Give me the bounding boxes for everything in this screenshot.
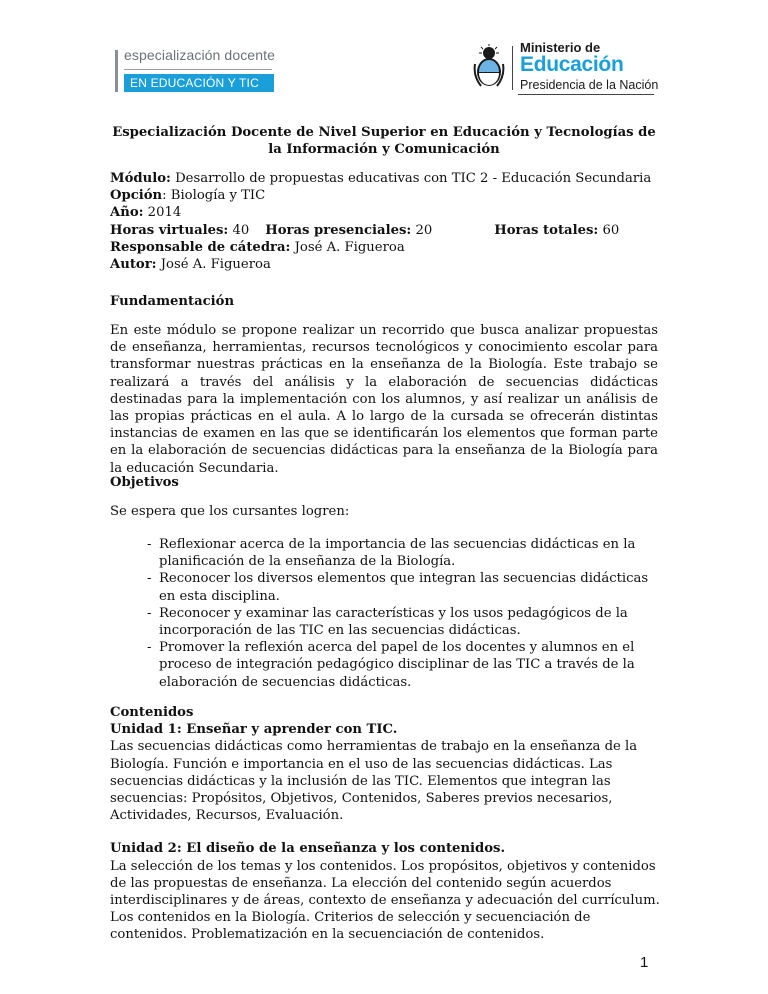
presidencia-label: Presidencia de la Nación (520, 78, 659, 92)
objetivos-list (134, 536, 664, 691)
objetivos-intro: Se espera que los cursantes logren: (110, 504, 350, 519)
logo-line-1: especialización docente (124, 47, 275, 63)
horas-totales-value: 60 (598, 222, 620, 238)
unidad-1-text: Las secuencias didácticas como herramientas de trabajo en la enseñanza de la Biología. Función e importancia en el uso de las secuencias didácticas. Las secuencias didácticas y la inclusión de las TIC. Elementos que integran las secuencias: Propósitos, Objetivos, Contenidos, Saberes previos necesarios, Actividades, Recursos, Evaluación. (110, 739, 638, 824)
horas-totales-label: Horas totales: (494, 222, 599, 238)
responsable-label: Responsable de cátedra: (110, 239, 291, 255)
list-item: - Reconocer los diversos elementos que integran las secuencias didácticas en esta disciplina. (147, 571, 649, 604)
autor-value: José A. Figueroa (156, 257, 271, 273)
course-metadata (110, 170, 670, 273)
logo-divider (124, 69, 272, 70)
logo-divider (512, 46, 513, 90)
modulo-row (110, 170, 670, 187)
list-item: - Reflexionar acerca de la importancia de las secuencias didácticas en la planificación de la enseñanza de la Biología. (147, 537, 636, 570)
responsable-row (110, 239, 670, 256)
ministerio-educacion-logo (468, 40, 658, 98)
logo-line-2: EN EDUCACIÓN Y TIC (130, 76, 259, 90)
horas-virtuales-label: Horas virtuales: (110, 222, 229, 238)
opcion-row (110, 187, 670, 204)
anio-value: 2014 (143, 205, 182, 221)
horas-row (110, 222, 670, 239)
logo-bar (115, 50, 118, 92)
logo-band (124, 74, 274, 92)
especializacion-docente-logo (112, 46, 275, 98)
anio-row (110, 204, 670, 221)
argentina-coat-of-arms-icon (472, 44, 506, 90)
unidad-2-text: La selección de los temas y los contenidos. Los propósitos, objetivos y contenidos de las propuestas de enseñanza. La elección del contenido según acuerdos interdisciplinares y de áreas, contexto de enseñanza y adecuación del currículum. Los contenidos en la Biología. Criterios de selección y secuenciación de contenidos. Problematización en la secuenciación de contenidos. (110, 858, 660, 943)
anio-label: Año: (110, 205, 144, 221)
list-item: - Promover la reflexión acerca del papel de los docentes y alumnos en el proceso de integración pedagógico disciplinar de las TIC a través de la elaboración de secuencias didácticas. (147, 640, 635, 690)
modulo-value: Desarrollo de propuestas educativas con TIC 2 - Educación Secundaria (170, 171, 652, 186)
logo-underline (518, 94, 654, 95)
fundamentacion-text: En este módulo se propone realizar un recorrido que busca analizar propuestas de enseñanza, herramientas, recursos tecnológicos y conocimiento escolar para transformar nuestras prácticas en la enseñanza de la Biología. Este trabajo se realizará a través del análisis y la elaboración de secuencias didácticas destinadas para la implementación con los alumnos, y así realizar un análisis de las propias prácticas en el aula. A lo largo de la cursada se ofrecerán distintas instancias de examen en las que se identificarán los elementos que forman parte en la elaboración de secuencias didácticas para la enseñanza de la Biología para la educación Secundaria. (110, 323, 658, 476)
modulo-label: Módulo: (110, 171, 171, 186)
page-number: 1 (640, 954, 649, 971)
contenidos-section (110, 704, 670, 944)
ministerio-label: Ministerio de (520, 40, 601, 55)
opcion-label: Opción (110, 188, 163, 204)
autor-row (110, 256, 670, 273)
list-item: - Reconocer y examinar las características y los usos pedagógicos de la incorporación de las TIC en las secuencias didácticas. (147, 605, 628, 639)
horas-virtuales-value: 40 (228, 222, 250, 238)
fundamentacion-heading: Fundamentación (110, 294, 235, 309)
document-title: Especialización Docente de Nivel Superior en Educación y Tecnologías de la Información y Comunicación (112, 125, 656, 157)
objetivos-heading: Objetivos (110, 475, 179, 490)
opcion-value: : Biología y TIC (162, 188, 266, 204)
horas-presenciales-value: 20 (411, 222, 433, 238)
horas-presenciales-label: Horas presenciales: (265, 222, 412, 238)
unidad-2-title: Unidad 2: El diseño de la enseñanza y los contenidos. (110, 841, 506, 857)
contenidos-heading: Contenidos (110, 705, 194, 720)
unidad-1-title: Unidad 1: Enseñar y aprender con TIC. (110, 722, 398, 738)
responsable-value: José A. Figueroa (290, 239, 405, 255)
autor-label: Autor: (110, 257, 157, 273)
educacion-label: Educación (520, 53, 624, 76)
